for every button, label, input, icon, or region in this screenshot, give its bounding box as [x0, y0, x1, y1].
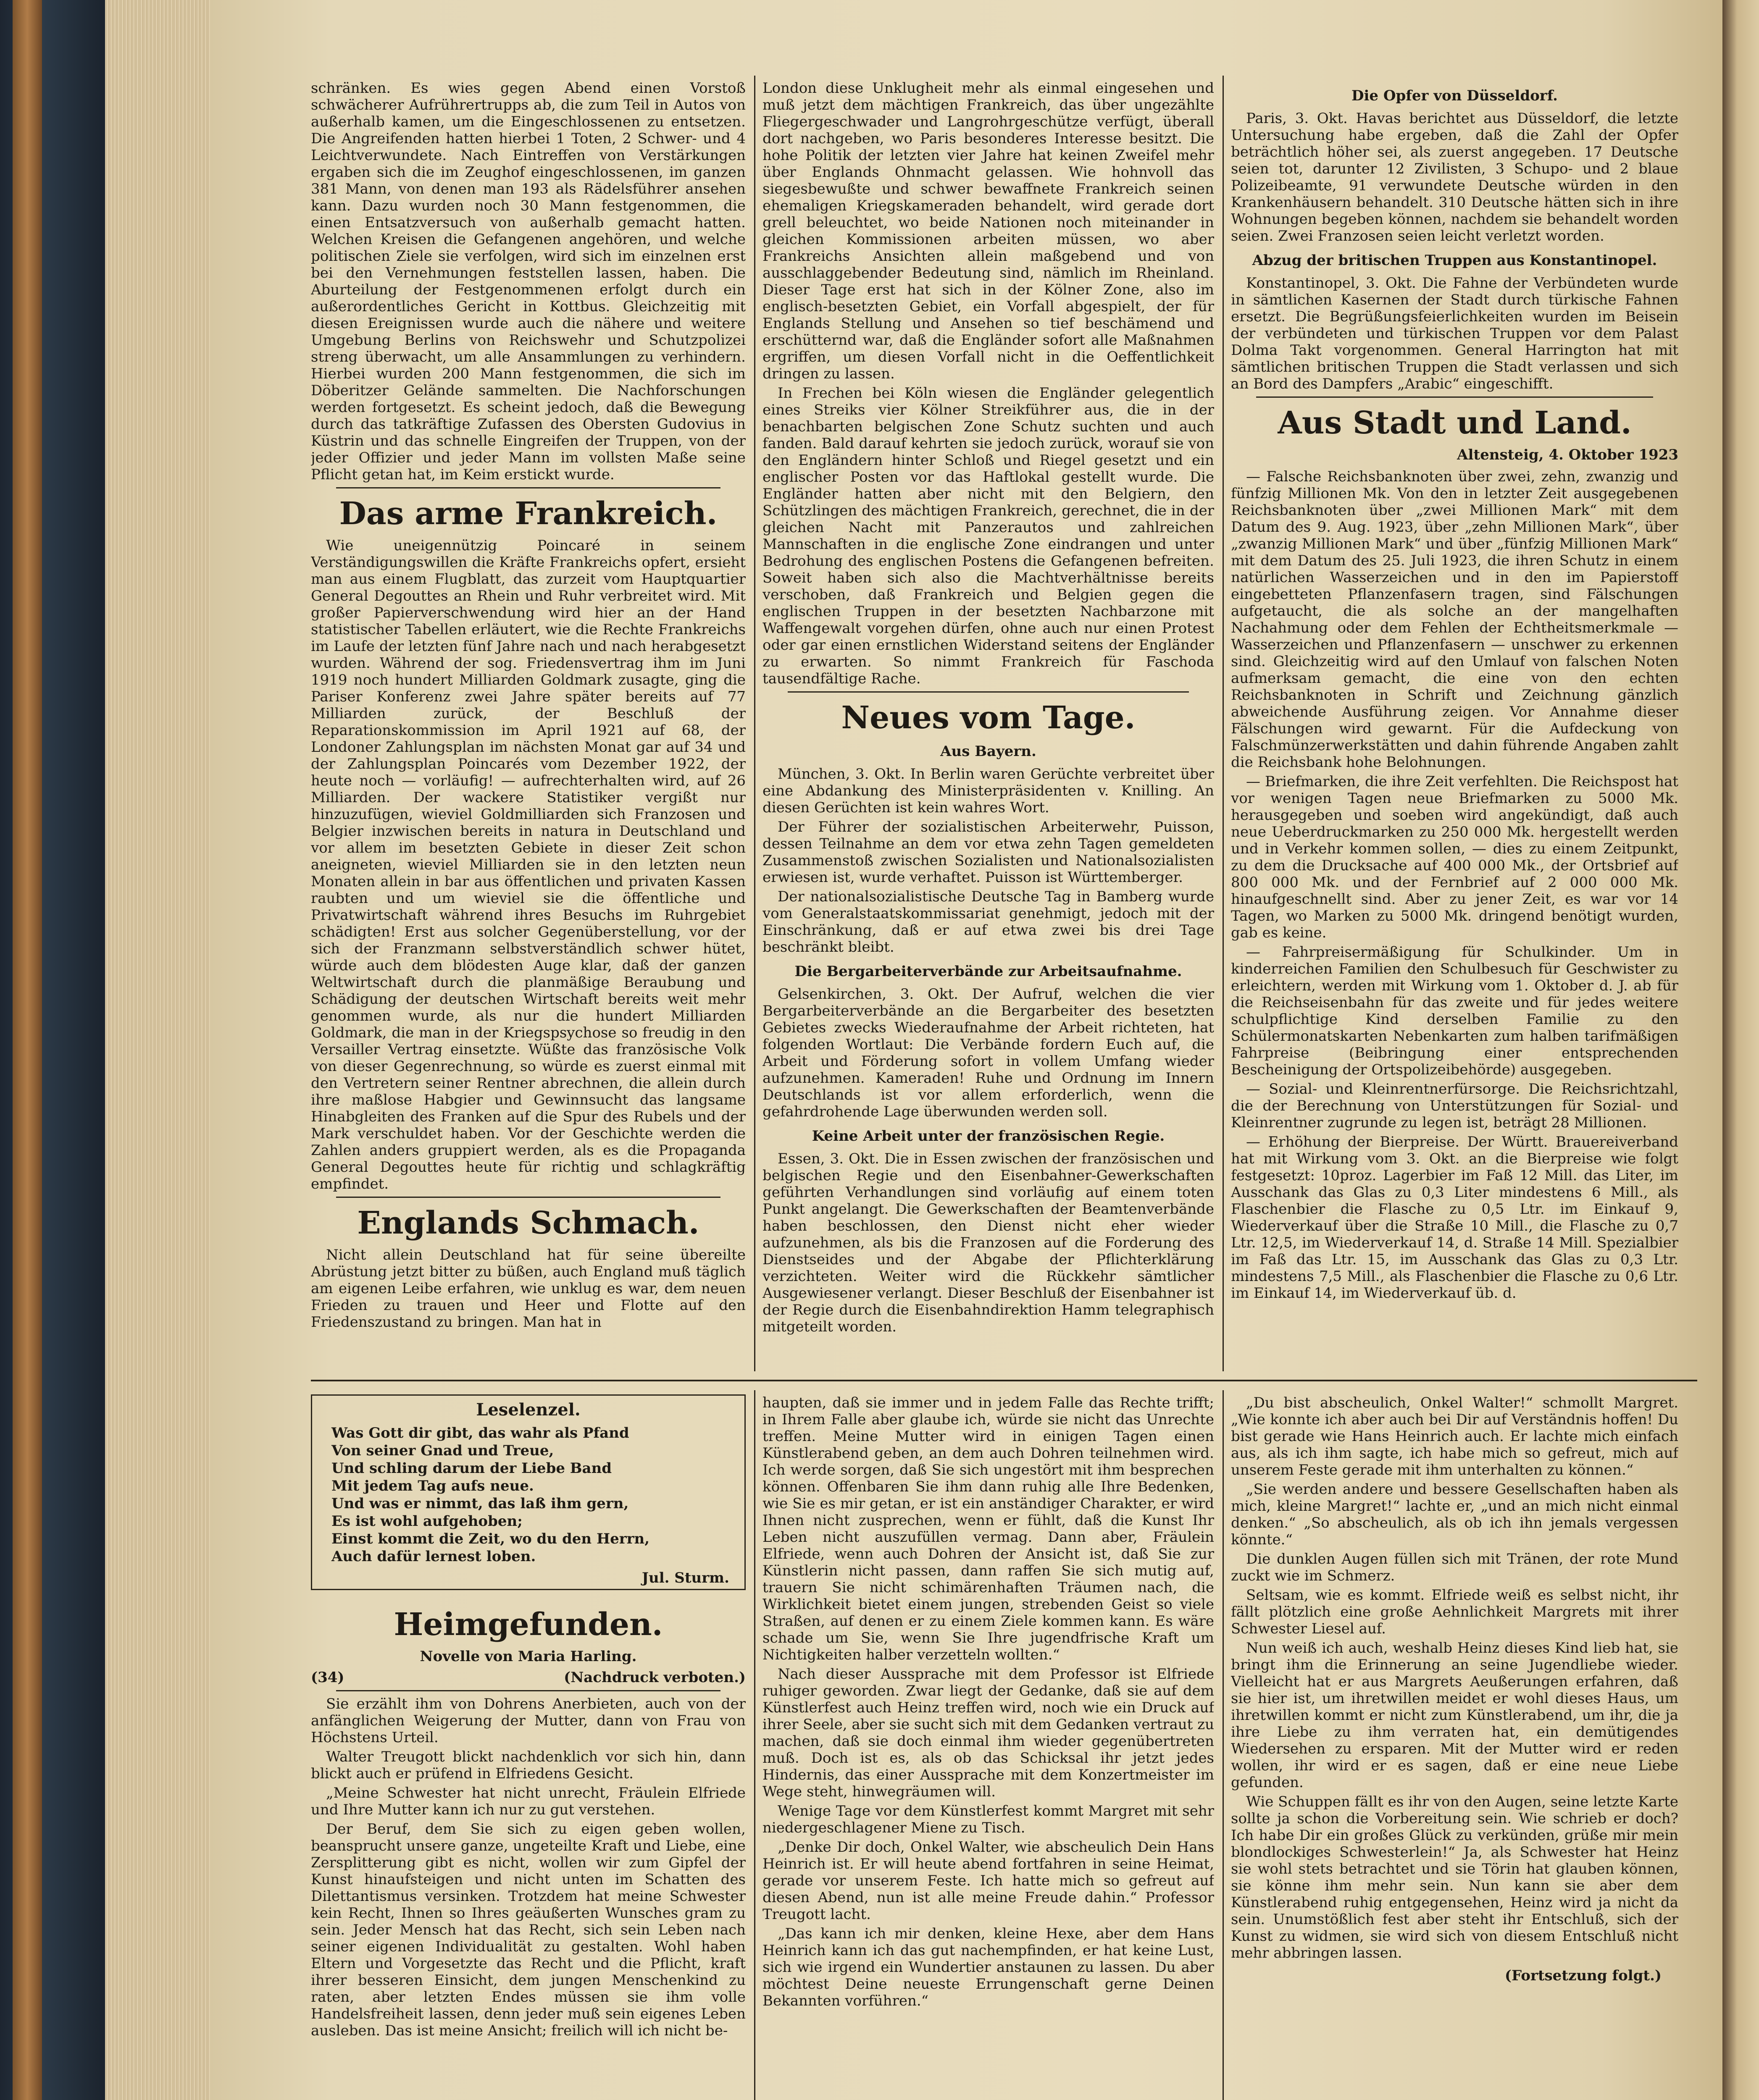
poem-line: Und was er nimmt, das laß ihm gern, [331, 1495, 629, 1512]
top-column-1 [311, 80, 746, 1373]
subhead: Die Opfer von Düsseldorf. [1351, 87, 1558, 104]
novel-text: Wie Schuppen fällt es ihr von den Augen, seine letzte Karte sollte ja schon die Vorbereitung sein. Wie schrieb er doch? Ich habe Dir ein großes Glück zu verkünden, grüße mir mein blondlockiges Schwesterlein!“ Ja, als Schwester hat Heinz sie wohl stets betrachtet und sie Törin hat glauben können, sie könne ihm mehr sein. Nun kann sie aber dem Künstlerabend ruhig entgegensehen, Heinz wird ja nicht da sein. Unumstößlich fest aber steht ihr Entschluß, sich der Kunst zu widmen, sie wird sich von diesem Entschluß nicht mehr abbringen lassen. [1231, 1793, 1678, 1961]
article-divider [788, 691, 1189, 693]
news-item: Konstantinopel, 3. Okt. Die Fahne der Verbündeten wurde in sämtlichen Kasernen der Stadt durch türkische Fahnen ersetzt. Die Begrüßungsfeierlichkeiten wurden im Beisein der verbündeten und türkischen Truppen vor dem Palast Dolma Takt vorgenommen. General Harrington hat mit sämtlichen britischen Truppen die Stadt verlassen und sich an Bord des Dampfers „Arabic“ eingeschifft. [1231, 275, 1678, 392]
article-text: In Frechen bei Köln wiesen die Engländer gelegentlich eines Streiks vier Kölner Streikführer aus, die in der benachbarten belgischen Zone Schutz suchten und auch fanden. Bald darauf kehrten sie jedoch zurück, worauf sie von den Engländern hinter Schloß und Riegel gesetzt und ein englischer Posten vor das Haftlokal gestellt wurde. Die Engländer hatten aber nicht mit den Belgiern, den Schützlingen des mächtigen Frankreich, gerechnet, die in der gleichen Nacht mit Panzerautos und zahlreichen Mannschaften in die englische Zone eindrangen und unter Bedrohung des englischen Postens die Gefangenen befreiten. Soweit haben sich also die Machtverhältnisse bereits verschoben, daß Frankreich und Belgien gegen die englischen Truppen in der besetzten Nachbarzone mit Waffengewalt vorgehen dürfen, ohne auch nur einen Protest oder gar einen ernstlichen Widerstand seitens der Engländer zu erwarten. So nimmt Frankreich für Faschoda tausendfältige Rache. [762, 385, 1214, 687]
poem-author: Jul. Sturm. [642, 1570, 729, 1586]
dateline: Altensteig, 4. Oktober 1923 [1457, 446, 1678, 463]
local-item: — Erhöhung der Bierpreise. Der Württ. Brauereiverband hat mit Wirkung vom 3. Okt. an die Bierpreise wie folgt festgesetzt: 10proz. Lagerbier im Faß 12 Mill. das Liter, im Ausschank das Glas zu 0,3 Liter mindestens 6 Mill., als Flaschenbier die Flasche zu 0,5 Ltr. im Einkauf 9, Wiederverkauf über die Straße 10 Mill., die Flasche zu 0,7 Ltr. 12,5, im Wiederverkauf 14, d. Straße 14 Mill. Spezialbier im Faß das Ltr. 15, im Ausschank das Glas zu 0,3 Ltr. mindestens 7,5 Mill., als Flaschenbier die Flasche zu 0,6 Ltr. im Einkauf 14, im Wiederverkauf üb. d. [1231, 1134, 1678, 1302]
news-item: Paris, 3. Okt. Havas berichtet aus Düsseldorf, die letzte Untersuchung habe ergeben, daß die Zahl der Opfer beträchtlich höher sei, als zuerst angegeben. 17 Deutsche seien tot, darunter 12 Zivilisten, 3 Schupo- und 2 blaue Polizeibeamte, 91 verwundete Deutsche würden in den Krankenhäusern behandelt. 310 Deutsche hätten sich in ihre Wohnungen begeben können, nachdem sie behandelt worden seien. Zwei Franzosen seien leicht verletzt worden. [1231, 110, 1678, 244]
poem-box [311, 1394, 746, 1590]
page-stack-edges [105, 0, 210, 2100]
poem [315, 1424, 742, 1565]
section-headline: Neues vom Tage. [841, 700, 1136, 736]
news-item: München, 3. Okt. In Berlin waren Gerüchte verbreitet über eine Abdankung des Ministerpräsidenten v. Knilling. An diesen Gerüchten ist kein wahres Wort. [762, 766, 1214, 816]
novel-text: „Denke Dir doch, Onkel Walter, wie abscheulich Dein Hans Heinrich ist. Er will heute abend fortfahren in seine Heimat, gerade vor unserem Feste. Ich hatte mich so gefreut auf diesen Abend, nun ist alle meine Freude dahin.“ Professor Treugott lacht. [762, 1839, 1214, 1923]
news-item: Der nationalsozialistische Deutsche Tag in Bamberg wurde vom Generalstaatskommissariat genehmigt, jedoch mit der Einschränkung, daß er auf etwa zwei bis drei Tage beschränkt bleibt. [762, 888, 1214, 956]
local-item: — Briefmarken, die ihre Zeit verfehlten. Die Reichspost hat vor wenigen Tagen neue Briefmarken zu 5000 Mk. herausgegeben und soeben wird angekündigt, daß auch neue Ueberdruckmarken zu 250 000 Mk. hergestellt werden und in Verkehr kommen sollen, — dies zu einem Zeitpunkt, zu dem die Drucksache auf 400 000 Mk., der Ortsbrief auf 800 000 Mk. und der Fernbrief auf 2 000 000 Mk. hinaufgeschnellt sind. Aber zu jener Zeit, es war vor 14 Tagen, wo Marken zu 5000 Mk. dringend benötigt wurden, gab es keine. [1231, 773, 1678, 941]
news-item: Essen, 3. Okt. Die in Essen zwischen der französischen und belgischen Regie und den Eisenbahner-Gewerkschaften geführten Verhandlungen sind vorläufig auf einem toten Punkt angelangt. Die Gewerkschaften der Beamtenverbände haben beschlossen, den Dienst nicht eher wieder aufzunehmen, als bis die Franzosen auf die Forderung des Dienstseides und der Abgabe der Pflichterklärung verzichteten. Weiter wird die Rückkehr sämtlicher Ausgewiesener verlangt. Dieser Beschluß der Eisenbahner ist der Regie durch die Eisenbahndirektion Hamm telegraphisch mitgeteilt worden. [762, 1150, 1214, 1335]
novel-divider [336, 1690, 720, 1691]
novel-title: Heimgefunden. [394, 1606, 663, 1643]
article-text: schränken. Es wies gegen Abend einen Vorstoß schwächerer Aufrührertrupps ab, die zum Teil in Autos von außerhalb kamen, um die Eingeschlossenen zu entsetzen. Die Angreifenden hatten hierbei 1 Toten, 2 Schwer- und 4 Leichtverwundete. Nach Eintreffen von Verstärkungen ergaben sich die im Zeughof eingeschlossenen, im ganzen 381 Mann, von denen man 193 als Rädelsführer ansehen kann. Dazu wurden noch 30 Mann festgenommen, die einen Entsatzversuch von außerhalb gemacht hatten. Welchen Kreisen die Gefangenen angehören, und welche politischen Ziele sie verfolgen, wird sich im einzelnen erst bei den Vernehmungen feststellen lassen, haben. Die Aburteilung der Festgenommenen erfolgt durch ein außerordentliches Gericht in Kottbus. Gleichzeitig mit diesen Ereignissen wurde auch die nähere und weitere Umgebung Berlins von Reichswehr und Schutzpolizei streng überwacht, um alle Ansammlungen zu verhindern. Hierbei wurden 200 Mann festgenommen, die sich im Döberitzer Gelände sammelten. Die Nachforschungen werden fortgesetzt. Es scheint jedoch, daß die Bewegung durch das tatkräftige Zufassen des Obersten Gudovius in Küstrin und das schnelle Eingreifen der Truppen, von der jeder Offizier und jeder Mann im vollsten Maße seine Pflicht getan hat, im Keim erstickt wurde. [311, 80, 746, 483]
novel-text: Sie erzählt ihm von Dohrens Anerbieten, auch von der anfänglichen Weigerung der Mutter, dann von Frau von Höchstens Urteil. [311, 1696, 746, 1746]
poem-line: Auch dafür lernest loben. [331, 1548, 536, 1565]
article-text: Wie uneigennützig Poincaré in seinem Verständigungswillen die Kräfte Frankreichs opfert, ersieht man aus einem Flugblatt, das zurzeit vom Hauptquartier General Degouttes an Rhein und Ruhr verbreitet wird. Mit großer Papierverschwendung wird hier an der Hand statistischer Tabellen erläutert, wie die Rechte Frankreichs im Laufe der letzten fünf Jahre nach und nach herabgesetzt wurden. Während der sog. Friedensvertrag ihm im Juni 1919 noch hundert Milliarden Goldmark zusagte, ging die Pariser Konferenz zwei Jahre später bereits auf 77 Milliarden zurück, der Beschluß der Reparationskommission im April 1921 auf 68, der Londoner Zahlungsplan im nächsten Monat gar auf 34 und der Zahlungsplan Poincarés vom Dezember 1922, der heute noch — vorläufig! — aufrechterhalten wird, auf 26 Milliarden. Der wackere Statistiker vergißt nur hinzuzufügen, wieviel Goldmilliarden sich Franzosen und Belgier inzwischen bereits in natura in Deutschland und vor allem im besetzten Gebiete in dieser Zeit schon aneigneten, wieviel Milliarden sie in den letzten neun Monaten allein in bar aus öffentlichen und privaten Kassen raubten und um wieviel sie die öffentliche und Privatwirtschaft während ihres Besuchs im Ruhrgebiet schädigten! Erst aus solcher Gegenüberstellung, vor der sich der Franzmann selbstverständlich schwer hütet, würde auch dem blödesten Auge klar, daß der ganzen Weltwirtschaft durch die planmäßige Beraubung und Schädigung der deutschen Wirtschaft bereits weit mehr genommen wurde, als nur die hundert Milliarden Goldmark, die man in der Kriegspsychose so freudig in den Versailler Vertrag einsetzte. Wüßte das französische Volk von dieser Gegenrechnung, so würde es zuerst einmal mit den Vertretern seiner Rentner abrechnen, die allein durch ihre maßlose Habgier und Gewinnsucht das langsame Hinabgleiten des Franken auf die Spur des Rubels und der Mark verschuldet haben. Vor der Geschichte werden die Zahlen anders gruppiert werden, als es die Propaganda General Degouttes heute für richtig und schlagkräftig empfindet. [311, 537, 746, 1192]
column-rule-3 [754, 1390, 755, 2100]
novel-text: Seltsam, wie es kommt. Elfriede weiß es selbst nicht, ihr fällt plötzlich eine große Aehnlichkeit Margrets mit ihrer Schwester Liesel auf. [1231, 1587, 1678, 1637]
article-text: London diese Unklugheit mehr als einmal eingesehen und muß jetzt dem mächtigen Frankreich, das über ungezählte Fliegergeschwader und Langrohrgeschütze verfügt, überall dort nachgeben, wo Paris besonderes Interesse besitzt. Die hohe Politik der letzten vier Jahre hat keinen Zweifel mehr über Englands Ohnmacht gelassen. Wie hohnvoll das siegesbewußte und schwer bewaffnete Frankreich seinen ehemaligen Kriegskameraden behandelt, wird gerade dort grell beleuchtet, wo beide Nationen noch miteinander in gleichen Kommissionen arbeiten müssen, wo aber Frankreichs Ansichten allein maßgebend und von ausschlaggebender Bedeutung sind, nämlich im Rheinland. Dieser Tage erst hat sich in der Kölner Zone, also im englisch-besetzten Gebiet, ein Vorfall abgespielt, der für Englands Stellung und Ansehen so tief beschämend und erschütternd war, daß die Engländer sofort alle Maßnahmen ergriffen, um diesen Vorfall nicht in die Oeffentlichkeit dringen zu lassen. [762, 80, 1214, 382]
novel-text: „Sie werden andere und bessere Gesellschaften haben als mich, kleine Margret!“ lachte er, „und an mich nicht einmal denken.“ „So abscheulich, als ob ich ihn jemals vergessen könnte.“ [1231, 1481, 1678, 1548]
bottom-column-1 [311, 1394, 746, 2100]
bottom-column-2 [762, 1394, 1214, 2100]
novel-subtitle: Novelle von Maria Harling. [420, 1648, 637, 1665]
book-binding [0, 0, 105, 2100]
news-item: Gelsenkirchen, 3. Okt. Der Aufruf, welchen die vier Bergarbeiterverbände an die Bergarbeiter des besetzten Gebietes zwecks Wiederaufnahme der Arbeit richteten, hat folgenden Wortlaut: Die Verbände fordern Euch auf, die Arbeit und Förderung sofort in vollem Umfang wieder aufzunehmen. Kameraden! Ruhe und Ordnung im Innern Deutschlands ist vor allem erforderlich, wenn die gefahrdrohende Lage überwunden werden soll. [762, 986, 1214, 1120]
top-column-2 [762, 80, 1214, 1373]
poem-line: Von seiner Gnad und Treue, [331, 1442, 554, 1459]
adjacent-page-edge [1722, 0, 1759, 2100]
novel-text: „Das kann ich mir denken, kleine Hexe, aber dem Hans Heinrich kann ich das gut nachempfinden, er hat keine Lust, sich wie irgend ein Wundertier anstaunen zu lassen. Du aber möchtest Deine neueste Errungenschaft gerne Deinen Bekannten vorführen.“ [762, 1925, 1214, 2009]
subhead: Aus Bayern. [940, 743, 1036, 760]
poem-line: Und schling darum der Liebe Band [331, 1460, 612, 1477]
column-rule-4 [1223, 1390, 1224, 2100]
column-rule-2 [1223, 76, 1224, 1371]
section-headline: Aus Stadt und Land. [1278, 405, 1632, 441]
novel-meta [311, 1669, 746, 1686]
novel-text: Der Beruf, dem Sie sich zu eigen geben wollen, beansprucht unsere ganze, ungeteilte Kraft und Liebe, eine Zersplitterung gibt es nicht, wollen wir zum Gipfel der Kunst hinaufsteigen und nicht unten im Schatten des Dilettantismus versinken. Trotzdem hat meine Schwester kein Recht, Ihnen so Ihres geäußerten Wunsches gram zu sein. Jeder Mensch hat das Recht, sich sein Leben nach seiner eigenen Individualität zu gestalten. Wohl haben Eltern und Vorgesetzte das Recht und die Pflicht, kraft ihrer besseren Einsicht, dem jungen Menschenkind zu raten, aber letzten Endes müssen sie ihm volle Handelsfreiheit lassen, denn jeder muß sein eigenes Leben ausleben. Das ist meine Ansicht; freilich will ich nicht be- [311, 1821, 746, 2039]
reprint-notice: (Nachdruck verboten.) [564, 1669, 746, 1686]
novel-text: Wenige Tage vor dem Künstlerfest kommt Margret mit sehr niedergeschlagener Miene zu Tisch. [762, 1803, 1214, 1836]
novel-text: „Meine Schwester hat nicht unrecht, Fräulein Elfriede und Ihre Mutter kann ich nur zu gut verstehen. [311, 1785, 746, 1818]
novel-text: „Du bist abscheulich, Onkel Walter!“ schmollt Margret. „Wie konnte ich aber auch bei Dir auf Verständnis hoffen! Du bist gerade wie Hans Heinrich auch. Er lachte mich einfach aus, als ich ihm sagte, ich habe mich so gefreut, mich auf unserem Feste gerade mit ihm unterhalten zu können.“ [1231, 1394, 1678, 1478]
news-item: Der Führer der sozialistischen Arbeiterwehr, Puisson, dessen Teilnahme an dem vor etwa zehn Tagen gemeldeten Zusammenstoß zwischen Sozialisten und Nationalsozialisten erwiesen ist, wurde verhaftet. Puisson ist Württemberger. [762, 819, 1214, 886]
novel-text: Nach dieser Aussprache mit dem Professor ist Elfriede ruhiger geworden. Zwar liegt der Gedanke, daß sie auf dem Künstlerfest auch Heinz treffen wird, noch wie ein Druck auf ihrer Seele, aber sie sucht sich mit dem Gedanken vertraut zu machen, daß sie doch einmal ihm wieder gegenübertreten muß. Doch ist es, als ob das Schicksal ihr jetzt jedes Hindernis, das einer Aussprache mit dem Konzertmeister im Wege steht, hinwegräumen will. [762, 1666, 1214, 1800]
novel-text: Nun weiß ich auch, weshalb Heinz dieses Kind lieb hat, sie bringt ihm die Erinnerung an seine Jugendliebe wieder. Vielleicht hat er aus Margrets Aeußerungen erfahren, daß sie hier ist, um ihretwillen meidet er wohl dieses Haus, um ihretwillen kommt er nicht zum Künstlerabend, um ihr, die ja ihre Liebe zu ihm verraten hat, ein demütigendes Wiedersehen zu ersparen. Mit der Mutter wird er reden wollen, ihr wird er es sagen, daß er eine neue Liebe gefunden. [1231, 1640, 1678, 1791]
local-item: — Sozial- und Kleinrentnerfürsorge. Die Reichsrichtzahl, die der Berechnung von Unterstützungen für Sozial- und Kleinrentner zugrunde zu legen ist, beträgt 28 Millionen. [1231, 1081, 1678, 1131]
local-item: — Fahrpreisermäßigung für Schulkinder. Um in kinderreichen Familien den Schulbesuch für Geschwister zu erleichtern, werden mit Wirkung vom 1. Oktober d. J. ab für die Reichseisenbahn für das zweite und für jedes weitere schulpflichtige Kind derselben Familie zu den Schülermonatskarten Nebenkarten zum halben tarifmäßigen Fahrpreise (Beibringung einer entsprechenden Bescheinigung der Ortspolizeibehörde) ausgegeben. [1231, 944, 1678, 1078]
poem-line: Mit jedem Tag aufs neue. [331, 1478, 534, 1494]
article-divider [336, 487, 720, 488]
article-text: Nicht allein Deutschland hat für seine übereilte Abrüstung jetzt bitter zu büßen, auch England muß täglich am eigenen Leibe erfahren, wie unklug es war, dem neuen Frieden zu trauen und Heer und Flotte auf den Friedenszustand zu bringen. Man hat in [311, 1247, 746, 1331]
article-divider [336, 1197, 720, 1198]
article-headline: Das arme Frankreich. [339, 496, 718, 532]
article-divider [1256, 396, 1653, 398]
installment-number: (34) [311, 1669, 344, 1686]
poem-line: Einst kommt die Zeit, wo du den Herrn, [331, 1530, 650, 1547]
feuilleton-rule [311, 1380, 1697, 1381]
subhead: Keine Arbeit unter der französischen Regie. [812, 1128, 1165, 1144]
novel-text: haupten, daß sie immer und in jedem Falle das Rechte trifft; in Ihrem Falle aber glaube ich, würde sie nicht das Unrechte treffen. Meine Mutter wird in einigen Tagen einen Künstlerabend geben, an dem auch Dohren teilnehmen wird. Ich werde sorgen, daß Sie sich ungestört mit ihm besprechen können. Offenbaren Sie ihm dann ruhig alle Ihre Bedenken, wie Sie es mir getan, er ist ein anständiger Charakter, er wird Ihnen nicht zusprechen, wenn er fühlt, daß die Kunst Ihr Leben nicht auszufüllen vermag. Dann aber, Fräulein Elfriede, wenn auch Dohren der Ansicht ist, daß Sie zur Künstlerin nicht passen, dann raffen Sie sich mutig auf, trauern Sie nicht schimärenhaften Träumen nach, die Wirklichkeit bietet einem jungen, strebenden Geist so viele Straßen, auf denen er zu einem Ziele kommen kann. Es wäre schade um Sie, wenn Sie Ihre jugendfrische Kraft um Nichtigkeiten halber verzetteln wollten.“ [762, 1394, 1214, 1663]
top-column-3 [1231, 80, 1678, 1373]
subhead: Abzug der britischen Truppen aus Konstantinopel. [1252, 252, 1657, 269]
poem-box-title: Leselenzel. [476, 1400, 581, 1420]
novel-text: Die dunklen Augen füllen sich mit Tränen, der rote Mund zuckt wie im Schmerz. [1231, 1551, 1678, 1584]
bottom-column-3 [1231, 1394, 1678, 2100]
poem-line: Es ist wohl aufgehoben; [331, 1513, 523, 1530]
poem-line: Was Gott dir gibt, das wahr als Pfand [331, 1425, 629, 1441]
subhead: Die Bergarbeiterverbände zur Arbeitsaufnahme. [794, 963, 1182, 980]
local-item: — Falsche Reichsbanknoten über zwei, zehn, zwanzig und fünfzig Millionen Mk. Von den in letzter Zeit ausgegebenen Reichsbanknoten über „zwei Millionen Mark“ mit dem Datum des 9. Aug. 1923, über „zehn Millionen Mark“, über „zwanzig Millionen Mark“ und über „fünfzig Millionen Mark“ mit dem Datum des 25. Juli 1923, die ihren Schutz in einem natürlichen Wasserzeichen und in den im Papierstoff eingebetteten Pflanzenfasern tragen, sind Fälschungen aufgetaucht, die als solche an der mangelhaften Nachahmung oder dem Fehlen der Echtheitsmerkmale — Wasserzeichen und Pflanzenfasern — unschwer zu erkennen sind. Gleichzeitig wird auf den Umlauf von falschen Noten aufmerksam gemacht, die eine von den echten Reichsbanknoten in Schrift und Zeichnung gänzlich abweichende Ausführung zeigen. Vor Annahme dieser Fälschungen wird gewarnt. Für die Aufdeckung von Falschmünzerwerkstätten und dahin führende Angaben zahlt die Reichsbank hohe Belohnungen. [1231, 468, 1678, 771]
continuation-note: (Fortsetzung folgt.) [1504, 1967, 1662, 1984]
article-headline: Englands Schmach. [357, 1205, 699, 1241]
column-rule-1 [754, 76, 755, 1371]
novel-text: Walter Treugott blickt nachdenklich vor sich hin, dann blickt auch er prüfend in Elfriedens Gesicht. [311, 1748, 746, 1782]
